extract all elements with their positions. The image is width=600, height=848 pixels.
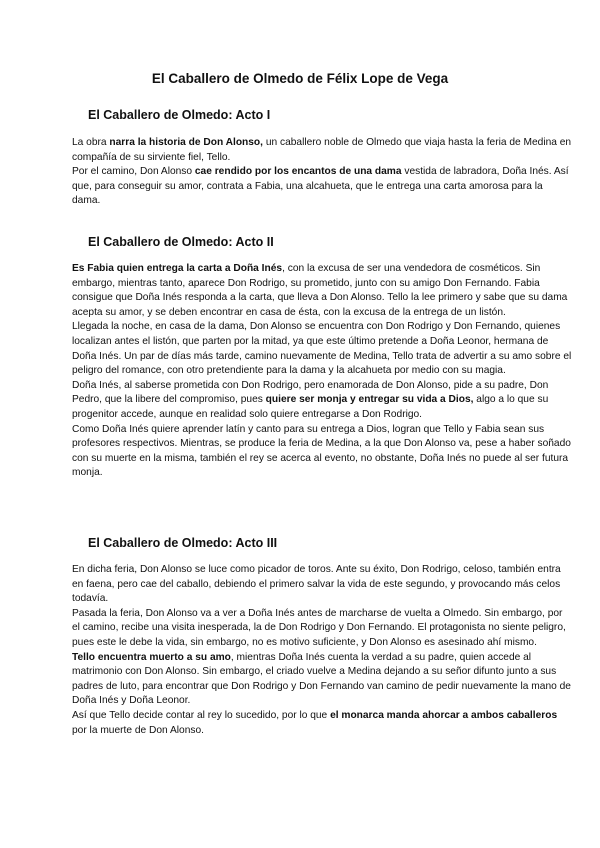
section-heading-acto-2: El Caballero de Olmedo: Acto II [88, 235, 274, 249]
text-run: En dicha feria, Don Alonso se luce como picador de toros. Ante su éxito, Don Rodrigo, celoso, también entra en faena, pero cae del caballo, debiendo el primero salvar la vida de este segundo, y provocando más celos todavía. [72, 564, 561, 605]
bold-text: cae rendido por los encantos de una dama [194, 166, 402, 178]
text-run: Por el camino, Don Alonso [72, 166, 195, 178]
text-run: Pasada la feria, Don Alonso va a ver a Doña Inés antes de marcharse de vuelta a Olmedo. Sin embargo, por el camino, recibe una visita inesperada, la de Don Rodrigo y Don Fernando. El protagonista no siente peligro, pues este le debe la vida, sin embargo, no es motivo suficiente, y Don Alonso es asesinado ahí mismo. [72, 607, 566, 648]
bold-text: el monarca manda ahorcar a ambos caballeros [330, 709, 558, 721]
paragraph [72, 563, 572, 607]
bold-text: quiere ser monja y entregar su vida a Dios, [265, 394, 474, 406]
text-run: un caballero noble de Olmedo que viaja hasta la feria de Medina en compañía de su sirviente fiel, Tello. [72, 137, 572, 163]
paragraph [72, 165, 572, 209]
text-run: Así que Tello decide contar al rey lo sucedido, por lo que [72, 709, 331, 721]
document-title: El Caballero de Olmedo de Félix Lope de Vega [151, 71, 449, 86]
text-run: Como Doña Inés quiere aprender latín y canto para su entrega a Dios, logran que Tello y Fabia sean sus profesores respectivos. Mientras, se produce la feria de Medina, a la que Don Alonso va, pese a haber soñado con su muerte en la misma, también el rey se acerca al evento, no obstante, Doña Inés no puede al ser futura monja. [72, 423, 571, 479]
text-run: algo a lo que su progenitor accede, aunque en realidad solo quiere entregarse a Don Rodrigo. [72, 394, 549, 420]
section-heading-acto-3: El Caballero de Olmedo: Acto III [88, 536, 278, 550]
paragraph [72, 607, 572, 651]
paragraph [72, 262, 572, 320]
text-run: La obra [72, 137, 110, 148]
text-run: , mientras Doña Inés cuenta la verdad a su padre, quien accede al matrimonio con Don Alonso. Sin embargo, el criado vuelve a Medina dejando a su señor difunto junto a sus padres de luto, para encontrar que Don Rodrigo y Don Fernando van camino de pedir nuevamente la mano de Doña Inés y Doña Leonor. [72, 651, 571, 707]
paragraph [72, 423, 572, 481]
bold-text: narra la historia de Don Alonso, [109, 137, 263, 148]
text-run: por la muerte de Don Alonso. [72, 724, 204, 736]
section-body-acto-2 [72, 262, 572, 481]
text-run: Doña Inés, al saberse prometida con Don Rodrigo, pero enamorada de Don Alonso, pide a su padre, Don Pedro, que la libere del compromiso, pues [72, 379, 549, 406]
paragraph [72, 136, 572, 165]
section-heading-acto-1: El Caballero de Olmedo: Acto I [88, 108, 271, 122]
text-run: vestida de labradora, Doña Inés. Así que, para conseguir su amor, contrata a Fabia, una alcahueta, que le entrega una carta amorosa para la dama. [72, 166, 569, 207]
section-body-acto-3 [72, 563, 572, 738]
text-run: Llegada la noche, en casa de la dama, Don Alonso se encuentra con Don Rodrigo y Don Fernando, quienes localizan antes el listón, que parten por la mitad, ya que este último pretende a Doña Leonor, hermana de Doña Inés. Un par de días más tarde, camino nuevamente de Medina, Tello trata de advertir a su amo sobre el peligro del romance, con otro pretendiente para la dama y la alcahueta por medio con su magia. [72, 321, 572, 377]
section-body-acto-1 [72, 136, 572, 209]
paragraph [72, 320, 572, 378]
bold-text: Tello encuentra muerto a su amo [72, 651, 231, 663]
paragraph [72, 379, 572, 423]
paragraph [72, 651, 572, 709]
paragraph [72, 709, 572, 738]
text-run: , con la excusa de ser una vendedora de cosméticos. Sin embargo, mientras tanto, aparece Don Rodrigo, su prometido, junto con su amigo Don Fernando. Fabia consigue que Doña Inés responda a la carta, que lleva a Don Alonso. Tello la lee primero y sabe que su dama acepta su amor, y se deben encontrar en casa de ésta, con la excusa de la entrega de un listón. [72, 263, 568, 318]
bold-text: Es Fabia quien entrega la carta a Doña Inés [72, 263, 283, 274]
